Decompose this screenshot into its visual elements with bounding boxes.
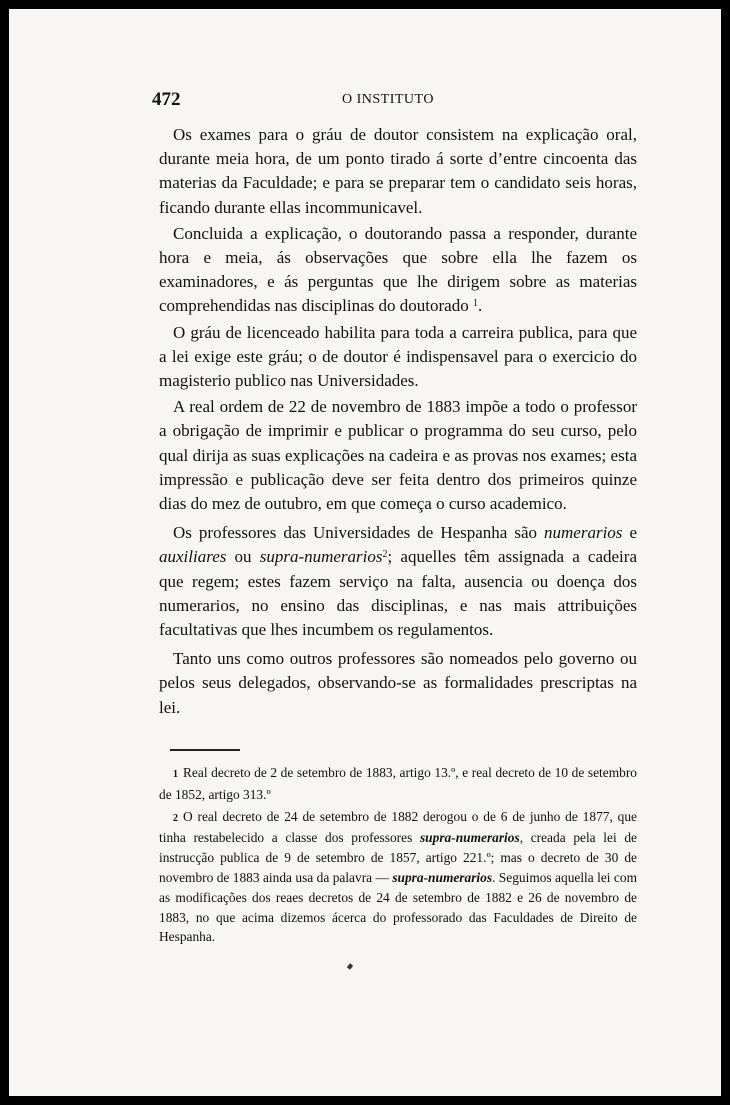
paragraph-2-text: Concluida a explicação, o doutorando passa a responder, durante hora e meia, ás observações que sobre ella lhe fazem os examinadores, e ás perguntas que lhe dirigem sobre as materias comprehendidas nas disciplinas do doutorado — [159, 223, 637, 316]
paragraph-5-text-a: Os professores das Universidades de Hespanha são — [173, 523, 545, 543]
footnote-2-term-1: supra-numerarios — [419, 830, 520, 846]
footnote-2-number: 2 — [173, 812, 178, 824]
paragraph-2-end: . — [477, 296, 483, 316]
paragraph-6: Tanto uns como outros professores são nomeados pelo governo ou pelos seus delegados, observando-se as formalidades prescriptas na lei. — [159, 649, 637, 717]
footnote-1-text: Real decreto de 2 de setembro de 1883, artigo 13.º, e real decreto de 10 de setembro de 1852, artigo 313.º — [159, 765, 637, 802]
paragraph-3: O gráu de licenceado habilita para toda a carreira publica, para que a lei exige este gráu; o de doutor é indispensavel para o exercicio do magisterio publico nas Universidades. — [159, 322, 637, 391]
footnote-2-term-2: supra-numerarios — [392, 869, 493, 885]
term-supra-numerarios: supra-numerarios — [259, 547, 383, 567]
paragraph-5 — [159, 521, 637, 642]
footnote-2-text-c: . Seguimos aquella lei com as modificações dos reaes decretos de 24 de setembro de 1882 e 26 de novembro de 1883, no que acima dizemos ácerca do professorado das Faculdades de Direito de Hespanha. — [159, 869, 637, 945]
paragraph-5-text-b: e — [622, 523, 637, 543]
running-head: O INSTITUTO — [342, 92, 434, 107]
footnote-ref-1: 1 — [472, 298, 478, 310]
footnote-2-text-b: , creada pela lei de instrucção publica de 9 de setembro de 1857, artigo 221.º; mas o decreto de 30 de novembro de 1883 ainda usa da palavra — — [159, 830, 637, 885]
paragraph-4: A real ordem de 22 de novembro de 1883 impõe a todo o professor a obrigação de imprimir e publicar o programma do seu curso, pelo qual dirija as suas explicações na cadeira e as provas nos exames; esta impressão e publicação deve ser feita dentro dos primeiros quinze dias do mez de outubro, em que começa o curso academico. — [159, 397, 637, 514]
term-auxiliares: auxiliares — [159, 547, 227, 567]
paragraph-2 — [159, 222, 637, 319]
footnote-rule — [170, 749, 240, 751]
footnote-2 — [159, 807, 637, 948]
term-numerarios: numerarios — [544, 523, 623, 543]
footnote-2-text-a: O real decreto de 24 de setembro de 1882 derogou o de 6 de junho de 1877, que tinha restabelecido a classe dos professores — [159, 808, 637, 846]
body-text — [159, 123, 637, 720]
paragraph-5-text-d: ; aquelles têm assignada a cadeira que regem; estes fazem serviço na falta, ausencia ou doença dos numerarios, no ensino das disciplinas, e nas mais attribuições facultativas que lhes incumbem os regulamentos. — [159, 547, 637, 640]
footnotes — [159, 763, 637, 949]
footnote-1 — [159, 763, 637, 805]
paragraph-1: Os exames para o gráu de doutor consistem na explicação oral, durante meia hora, de um ponto tirado á sorte d’entre cincoenta das materias da Faculdade; e para se preparar tem o candidato seis horas, ficando durante ellas incommunicavel. — [159, 125, 637, 217]
page-header — [152, 89, 640, 113]
footnote-1-number: 1 — [173, 769, 178, 780]
footnote-ref-2: 2 — [382, 549, 388, 561]
book-page — [9, 9, 721, 1096]
ink-mark — [347, 963, 353, 969]
paragraph-5-text-c: ou — [226, 547, 260, 567]
page-number: 472 — [152, 89, 181, 110]
